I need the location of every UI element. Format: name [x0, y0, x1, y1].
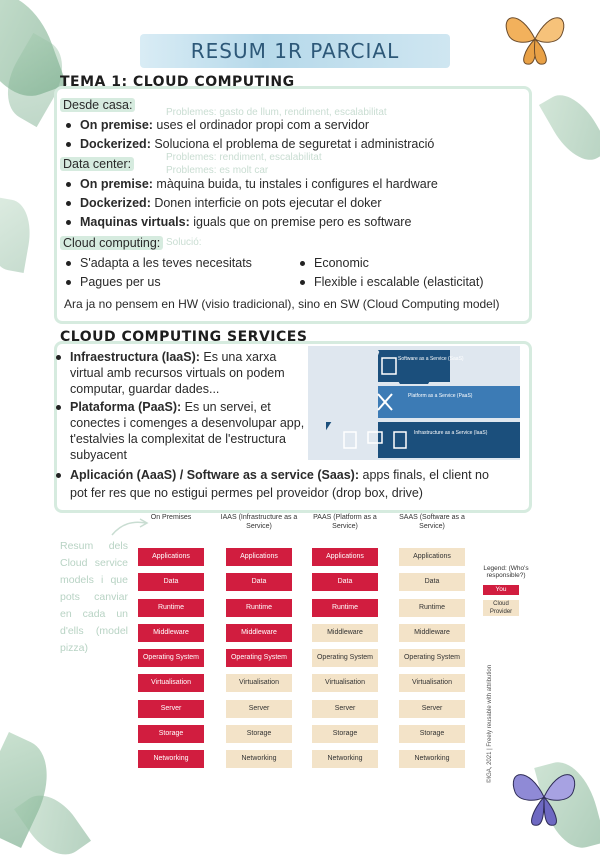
stack-layer-cell: Middleware — [138, 624, 204, 642]
stack-layer-cell: Applications — [399, 548, 465, 566]
page-title-banner — [140, 34, 450, 68]
cc-item: Flexible i escalable (elasticitat) — [300, 275, 484, 289]
pyramid-paas-label: Platform as a Service (PaaS) — [408, 393, 473, 399]
on-premise-item: On premise: uses el ordinador propi com a servidor — [66, 118, 369, 132]
iaas-item: Infraestructura (IaaS): Es una xarxa — [56, 350, 276, 364]
stack-layer-cell: Runtime — [226, 599, 292, 617]
stack-column — [312, 548, 378, 776]
legend-provider: Cloud Provider — [483, 600, 519, 616]
dockerized-item: Dockerized: Soluciona el problema de seguretat i administració — [66, 137, 434, 151]
stack-column — [138, 548, 204, 776]
dc-on-premise-item: On premise: màquina buida, tu instales i configures el hardware — [66, 177, 438, 191]
paas-text-line: conectes i comenges a desenvolupar app, — [70, 416, 305, 430]
stack-layer-cell: Data — [312, 573, 378, 591]
aaas-text-line: pot fer res que no estigui permes pel proveidor (drop box, drive) — [70, 486, 423, 500]
stack-layer-cell: Networking — [226, 750, 292, 768]
stack-column — [399, 548, 465, 776]
stack-column-header: On Premises — [150, 514, 192, 521]
pyramid-saas-label: Software as a Service (SaaS) — [398, 356, 464, 362]
stack-layer-cell: Server — [138, 700, 204, 718]
cc-item: Economic — [300, 256, 369, 270]
stack-layer-cell: Networking — [312, 750, 378, 768]
stack-layer-cell: Operating System — [226, 649, 292, 667]
maquinas-virtuals-item: Maquinas virtuals: iguals que on premise pero es software — [66, 215, 411, 229]
stack-layer-cell: Storage — [138, 725, 204, 743]
stack-layer-cell: Middleware — [312, 624, 378, 642]
stack-column-header: SAAS (Software as a Service) — [399, 514, 465, 530]
legend-you: You — [483, 585, 519, 595]
conclusion-text: Ara ja no pensem en HW (visio tradicional), sino en SW (Cloud Computing model) — [64, 297, 500, 311]
stack-layer-cell: Networking — [138, 750, 204, 768]
ghost-note-3: Problemes: es molt car — [166, 165, 269, 176]
stack-layer-cell: Virtualisation — [312, 674, 378, 692]
aaas-item: Aplicación (AaaS) / Software as a service (Saas): apps finals, el client no — [56, 468, 489, 482]
stack-column-header: IAAS (Infrastructure as a Service) — [220, 514, 298, 530]
stack-column-header: PAAS (Platform as a Service) — [313, 514, 377, 530]
stack-layer-cell: Runtime — [312, 599, 378, 617]
stack-layer-cell: Runtime — [399, 599, 465, 617]
stack-layer-cell: Runtime — [138, 599, 204, 617]
paas-text-line: t'estalvies la complexitat de l'estructura — [70, 432, 286, 446]
stack-layer-cell: Applications — [138, 548, 204, 566]
stack-column — [226, 548, 292, 776]
cc-item: S'adapta a les teves necesitats — [66, 256, 252, 270]
stack-layer-cell: Data — [138, 573, 204, 591]
stack-layer-cell: Virtualisation — [138, 674, 204, 692]
desde-casa-label: Desde casa: — [60, 98, 135, 112]
stack-layer-cell: Data — [399, 573, 465, 591]
tema1-heading: TEMA 1: CLOUD COMPUTING — [60, 74, 295, 90]
stack-layer-cell: Data — [226, 573, 292, 591]
iaas-text-line: computar, guardar dades... — [70, 382, 220, 396]
diagram-credit: ©IGA, 2021 | Freely reusable with attribution — [487, 664, 493, 783]
ghost-note-4: Solució: — [166, 237, 202, 248]
stack-layer-cell: Operating System — [399, 649, 465, 667]
stack-layer-cell: Storage — [312, 725, 378, 743]
side-note: Resum dels Cloud service models i que pots canviar en cada un d'ells (model pizza) — [60, 540, 128, 654]
stack-layer-cell: Middleware — [226, 624, 292, 642]
legend-title: Legend: (Who's responsible?) — [483, 565, 529, 579]
leaf-decoration — [0, 197, 36, 273]
iaas-text-line: virtual amb recursos virtuals on podem — [70, 366, 285, 380]
paas-text-line: subyacent — [70, 448, 127, 462]
stack-layer-cell: Server — [226, 700, 292, 718]
service-pyramid-image — [308, 346, 520, 460]
ghost-note-2: Problemes: rendiment, escalabilitat — [166, 152, 322, 163]
stack-layer-cell: Virtualisation — [226, 674, 292, 692]
stack-layer-cell: Networking — [399, 750, 465, 768]
stack-layer-cell: Operating System — [138, 649, 204, 667]
stack-layer-cell: Storage — [226, 725, 292, 743]
ghost-note-1: Problemes: gasto de llum, rendiment, escalabilitat — [166, 107, 387, 118]
stack-layer-cell: Middleware — [399, 624, 465, 642]
dc-dockerized-item: Dockerized: Donen interficie on pots ejecutar el doker — [66, 196, 382, 210]
paas-item: Plataforma (PaaS): Es un servei, et — [56, 400, 271, 414]
stack-layer-cell: Server — [312, 700, 378, 718]
stack-layer-cell: Virtualisation — [399, 674, 465, 692]
leaf-decoration — [539, 85, 600, 170]
data-center-label: Data center: — [60, 157, 134, 171]
stack-layer-cell: Storage — [399, 725, 465, 743]
cloud-computing-label: Cloud computing: — [60, 236, 163, 250]
pyramid-iaas-label: Infrastructure as a Service (IaaS) — [414, 430, 488, 436]
stack-layer-cell: Server — [399, 700, 465, 718]
stack-layer-cell: Applications — [226, 548, 292, 566]
cc-item: Pagues per us — [66, 275, 161, 289]
page-title: RESUM 1R PARCIAL — [190, 39, 400, 63]
butterfly-orange-icon — [500, 4, 570, 74]
stack-layer-cell: Applications — [312, 548, 378, 566]
butterfly-purple-icon — [505, 758, 583, 836]
services-heading: CLOUD COMPUTING SERVICES — [60, 329, 308, 345]
stack-layer-cell: Operating System — [312, 649, 378, 667]
